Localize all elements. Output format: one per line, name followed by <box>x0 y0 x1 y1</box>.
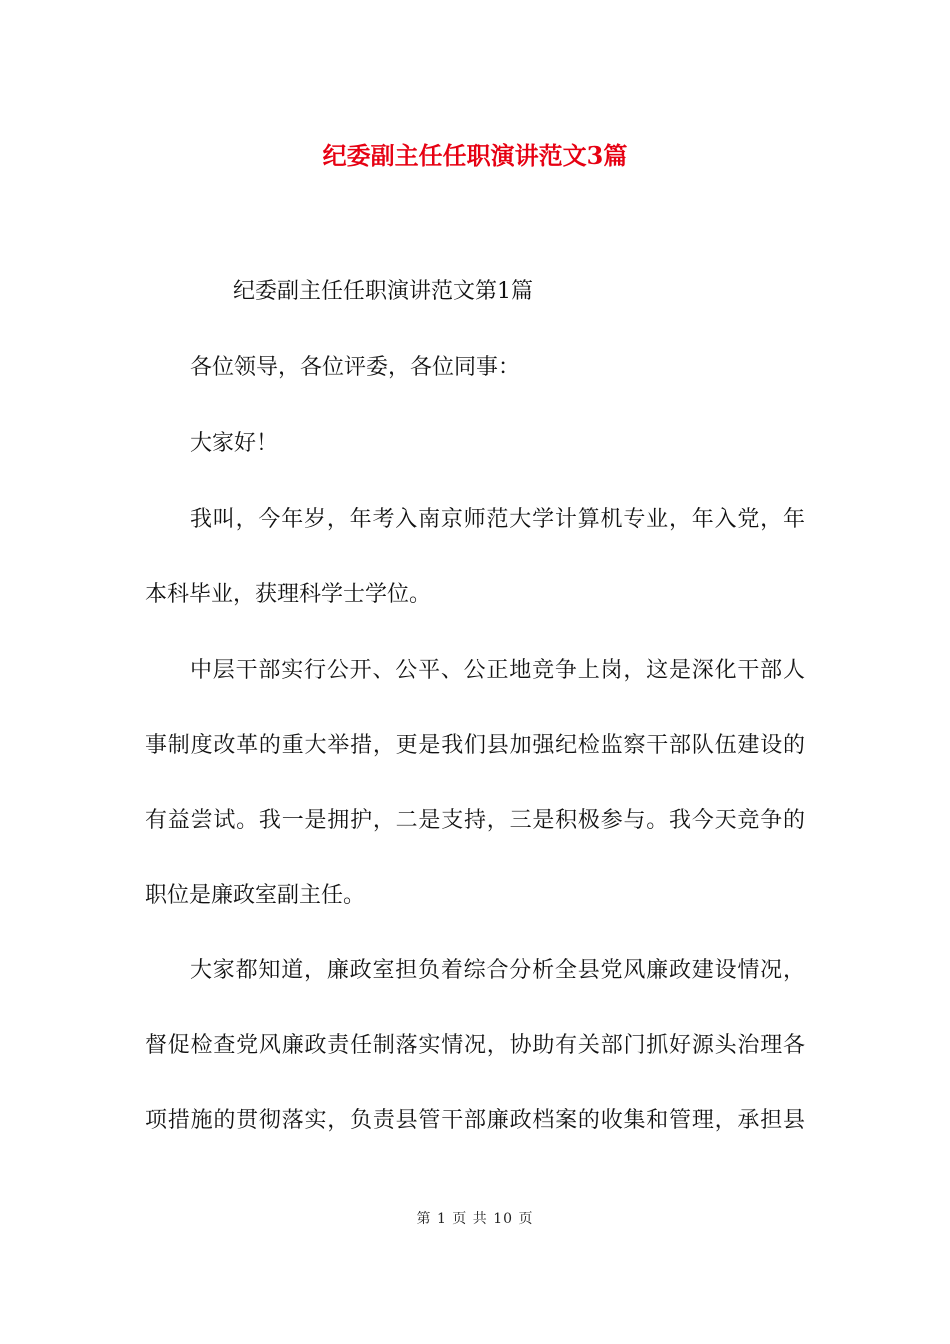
page-footer: 第 1 页 共 10 页 <box>416 1211 534 1227</box>
paragraph-line: 职位是廉政室副主任。 <box>145 883 366 908</box>
paragraph-line: 项措施的贯彻落实，负责县管干部廉政档案的收集和管理，承担县 <box>145 1108 805 1133</box>
salutation-line: 各位领导，各位评委，各位同事： <box>190 355 521 380</box>
document-title: 纪委副主任任职演讲范文3篇 <box>322 141 628 170</box>
paragraph-line: 中层干部实行公开、公平、公正地竞争上岗，这是深化干部人 <box>190 658 805 683</box>
paragraph-line: 有益尝试。我一是拥护，二是支持，三是积极参与。我今天竞争的 <box>145 808 805 833</box>
paragraph-line: 督促检查党风廉政责任制落实情况，协助有关部门抓好源头治理各 <box>145 1033 805 1058</box>
paragraph-line: 事制度改革的重大举措，更是我们县加强纪检监察干部队伍建设的 <box>145 733 805 758</box>
paragraph-line: 本科毕业，获理科学士学位。 <box>145 582 432 607</box>
section-heading: 纪委副主任任职演讲范文第1篇 <box>233 279 533 304</box>
greeting-line: 大家好！ <box>190 431 279 456</box>
paragraph-line: 大家都知道，廉政室担负着综合分析全县党风廉政建设情况， <box>190 958 805 983</box>
paragraph-line: 我叫，今年岁，年考入南京师范大学计算机专业，年入党，年 <box>190 507 805 532</box>
